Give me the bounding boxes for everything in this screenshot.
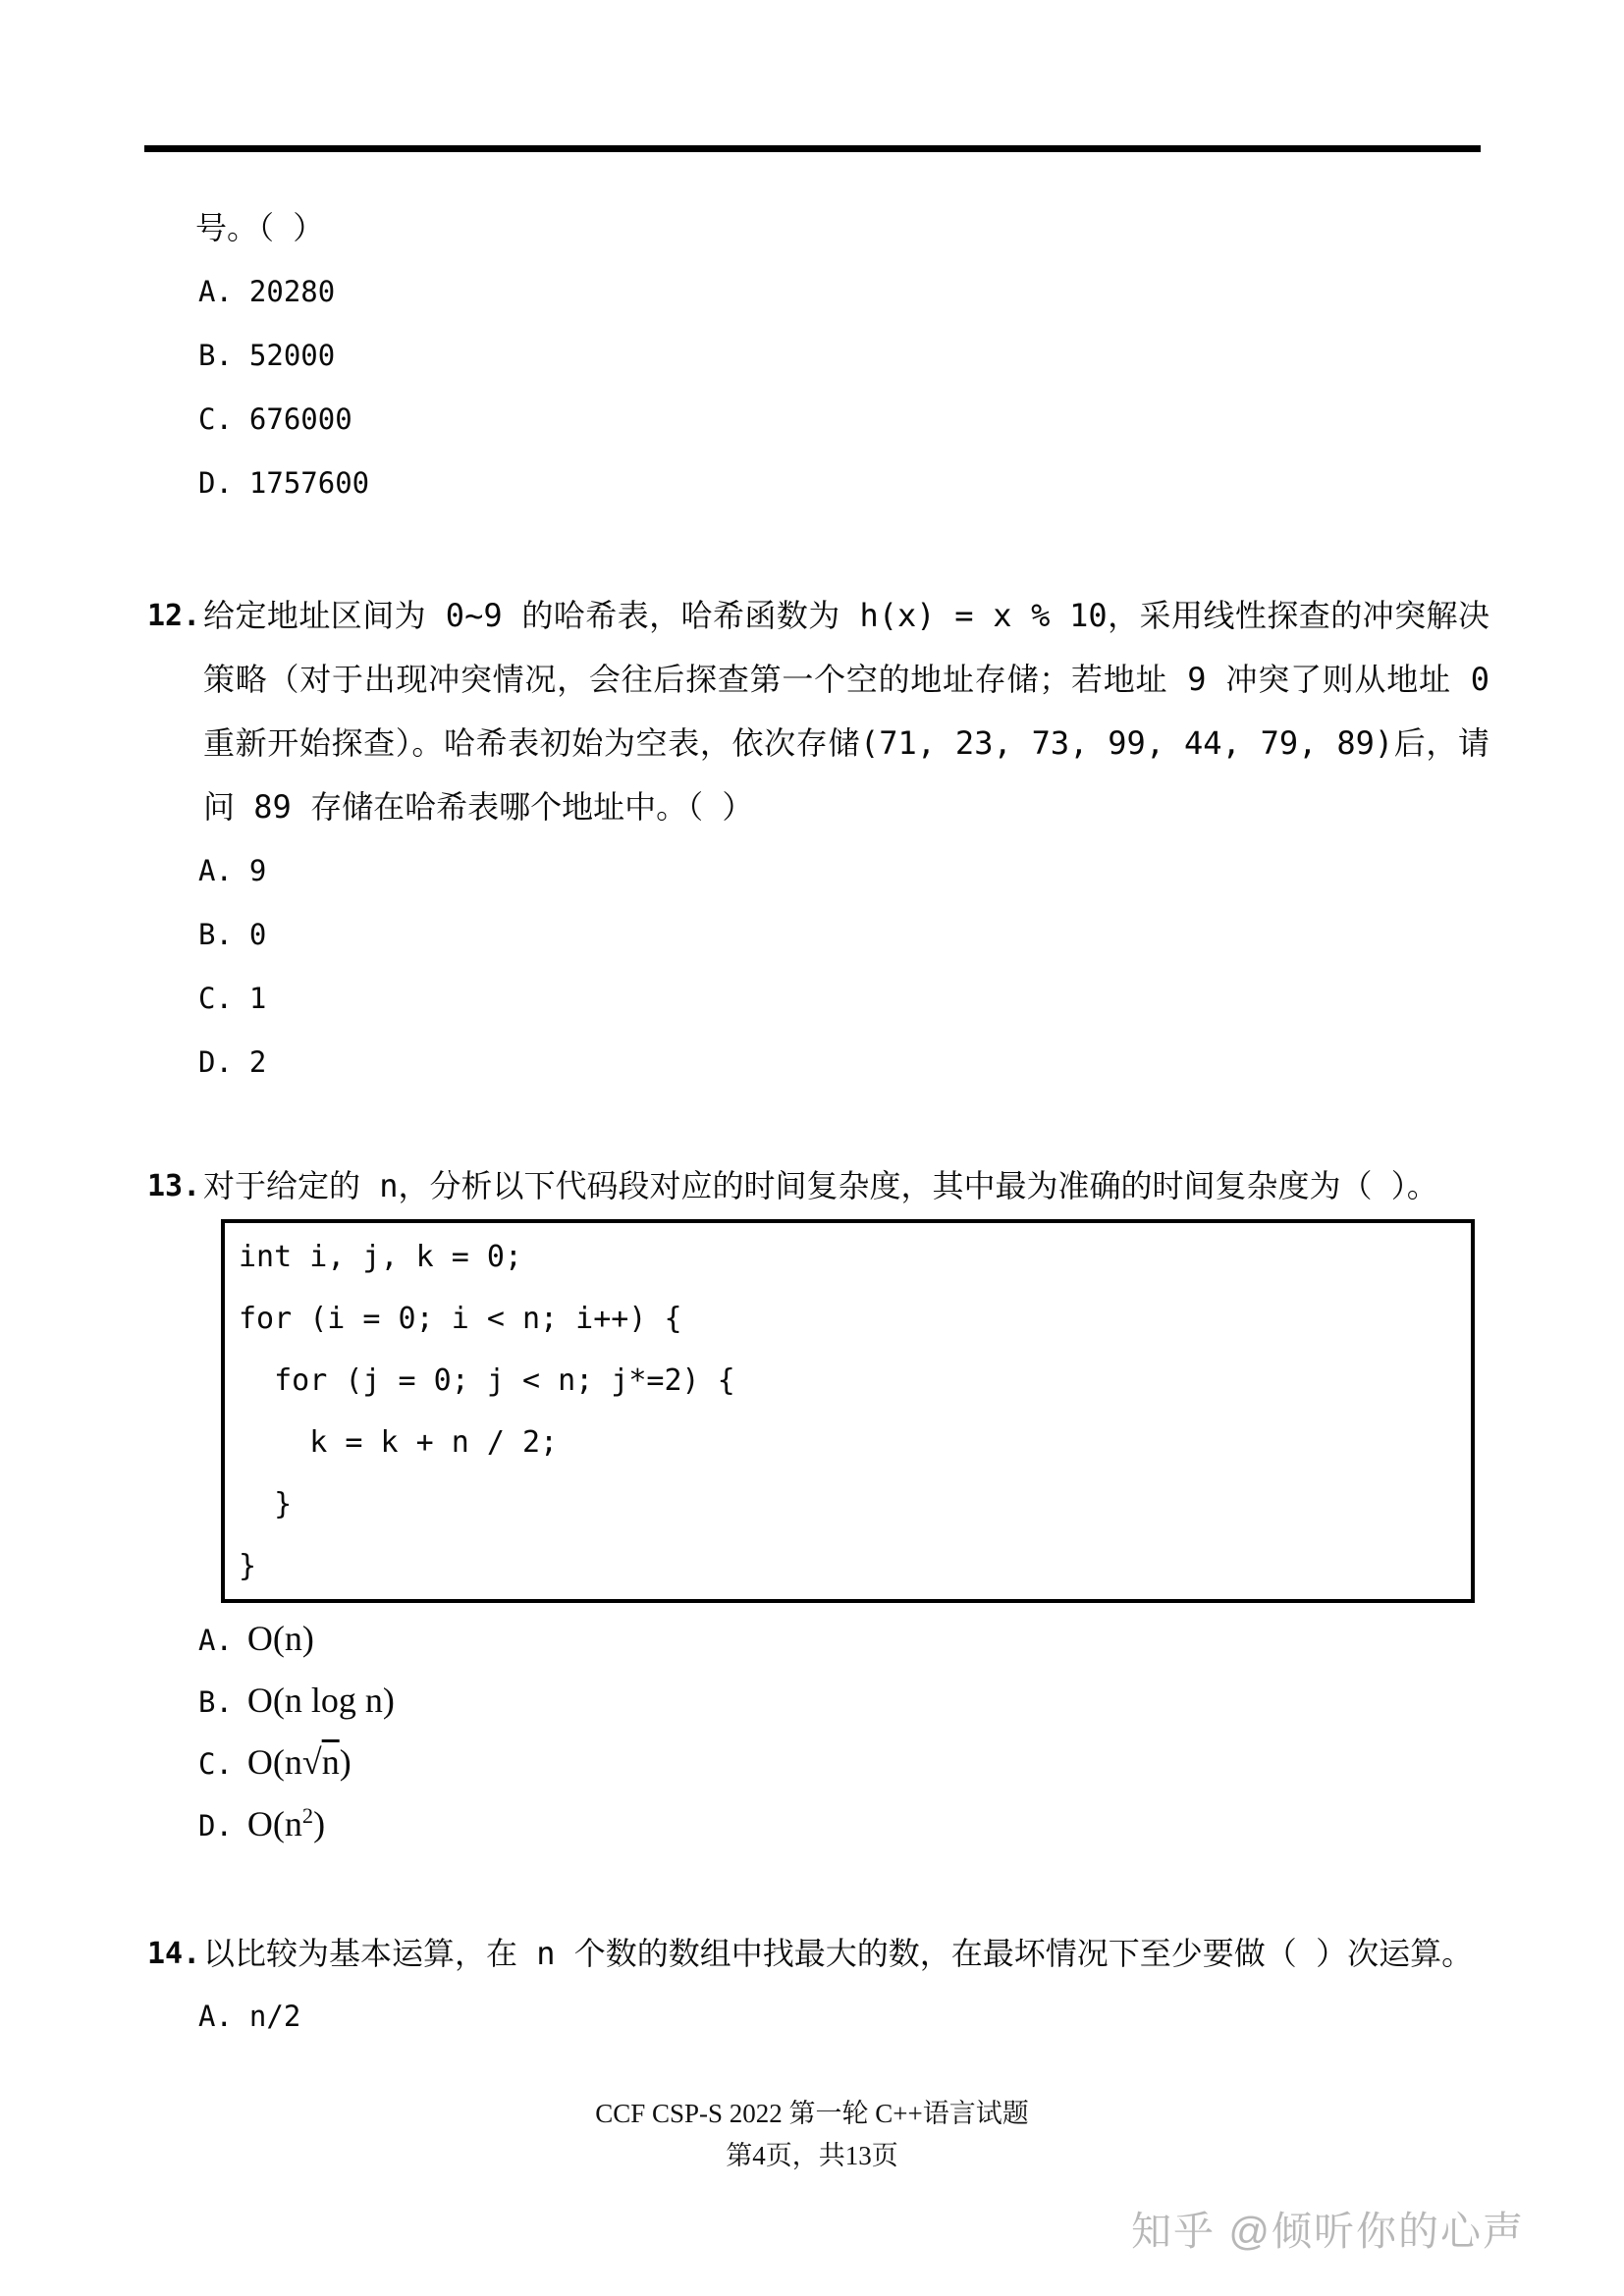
footer-title: CCF CSP-S 2022 第一轮 C++语言试题 <box>595 2099 1029 2128</box>
option-d-value: 2 <box>248 1045 267 1079</box>
option-c-label: C. <box>198 1747 233 1781</box>
option-d <box>198 1031 266 1095</box>
question-14-text: 以比较为基本运算，在 n 个数的数组中找最大的数，在最坏情况下至少要做（ ）次运算。 <box>203 1935 1474 1972</box>
header-rule <box>144 145 1481 152</box>
option-a-value: O(n) <box>246 1619 314 1658</box>
option-d-label: D. <box>198 1045 233 1079</box>
option-d-label: D. <box>198 466 233 500</box>
option-c <box>198 388 369 452</box>
option-c-value: 1 <box>248 982 267 1015</box>
question-11-fragment <box>195 196 324 260</box>
option-a-label: A. <box>198 854 233 887</box>
option-b <box>198 324 369 388</box>
option-c <box>198 1732 395 1793</box>
option-d-label: D. <box>198 1809 233 1842</box>
code-line-3: for (j = 0; j < n; j*=2) { <box>239 1363 735 1398</box>
option-c-value: 676000 <box>248 402 352 436</box>
option-a-value: 20280 <box>248 275 336 308</box>
page-footer <box>0 2093 1624 2177</box>
question-11-options <box>198 260 369 515</box>
question-14-options <box>198 1985 300 2049</box>
code-block <box>221 1219 1475 1603</box>
question-13-text: 对于给定的 n，分析以下代码段对应的时间复杂度，其中最为准确的时间复杂度为（ ）。 <box>203 1167 1438 1204</box>
option-a-label: A. <box>198 275 233 308</box>
watermark: 知乎 @倾听你的心声 <box>1131 2209 1526 2254</box>
option-b-value: O(n log n) <box>246 1681 395 1720</box>
footer-page-number: 第4页，共13页 <box>726 2141 898 2170</box>
question-13-options <box>198 1608 395 1855</box>
code-line-1: int i, j, k = 0; <box>239 1240 522 1274</box>
sqrt-sign: √ <box>301 1742 322 1782</box>
question-12-line-2: 策略（对于出现冲突情况，会往后探查第一个空的地址存储；若地址 9 冲突了则从地址 0 <box>203 661 1489 698</box>
exponent: 2 <box>301 1803 314 1828</box>
option-b <box>198 1670 395 1732</box>
option-d <box>198 452 369 515</box>
code-line-2: for (i = 0; i < n; i++) { <box>239 1302 682 1336</box>
option-b-label: B. <box>198 339 233 372</box>
option-c <box>198 967 266 1031</box>
question-12-text <box>203 584 1489 839</box>
option-b-label: B. <box>198 1685 233 1719</box>
option-a <box>198 839 266 903</box>
option-d <box>198 1793 395 1855</box>
option-d-value: 1757600 <box>248 466 370 500</box>
option-b <box>198 903 266 967</box>
option-c-label: C. <box>198 982 233 1015</box>
code-line-4: k = k + n / 2; <box>239 1425 559 1460</box>
option-a-value: n/2 <box>248 2000 301 2033</box>
option-a-value: 9 <box>248 854 267 887</box>
question-14-number: 14. <box>147 1937 201 1971</box>
option-c-label: C. <box>198 402 233 436</box>
option-c-value: O(n√n) <box>246 1742 352 1782</box>
option-b-label: B. <box>198 918 233 951</box>
option-d-value: $O(n^2)$ <box>246 1803 326 1843</box>
question-11-fragment-text: 号。（ ） <box>195 209 325 246</box>
option-a <box>198 260 369 324</box>
option-a-label: A. <box>198 1624 233 1657</box>
option-b-value: 52000 <box>248 339 336 372</box>
option-a <box>198 1608 395 1670</box>
option-a-label: A. <box>198 2000 233 2033</box>
question-12-line-1: 给定地址区间为 0~9 的哈希表，哈希函数为 h(x) = x % 10，采用线性探查的冲突解决 <box>203 597 1489 634</box>
question-13-number: 13. <box>147 1169 201 1203</box>
option-b-value: 0 <box>248 918 267 951</box>
code-line-6: } <box>239 1549 257 1583</box>
question-12-number: 12. <box>147 599 201 633</box>
question-12-options <box>198 839 266 1095</box>
question-12-line-4: 问 89 存储在哈希表哪个地址中。（ ） <box>203 788 754 826</box>
code-line-5: } <box>239 1487 293 1522</box>
option-a <box>198 1985 300 2049</box>
question-12-line-3: 重新开始探查）。哈希表初始为空表，依次存储(71, 23, 73, 99, 44, 79, 89)后，请 <box>203 724 1489 762</box>
